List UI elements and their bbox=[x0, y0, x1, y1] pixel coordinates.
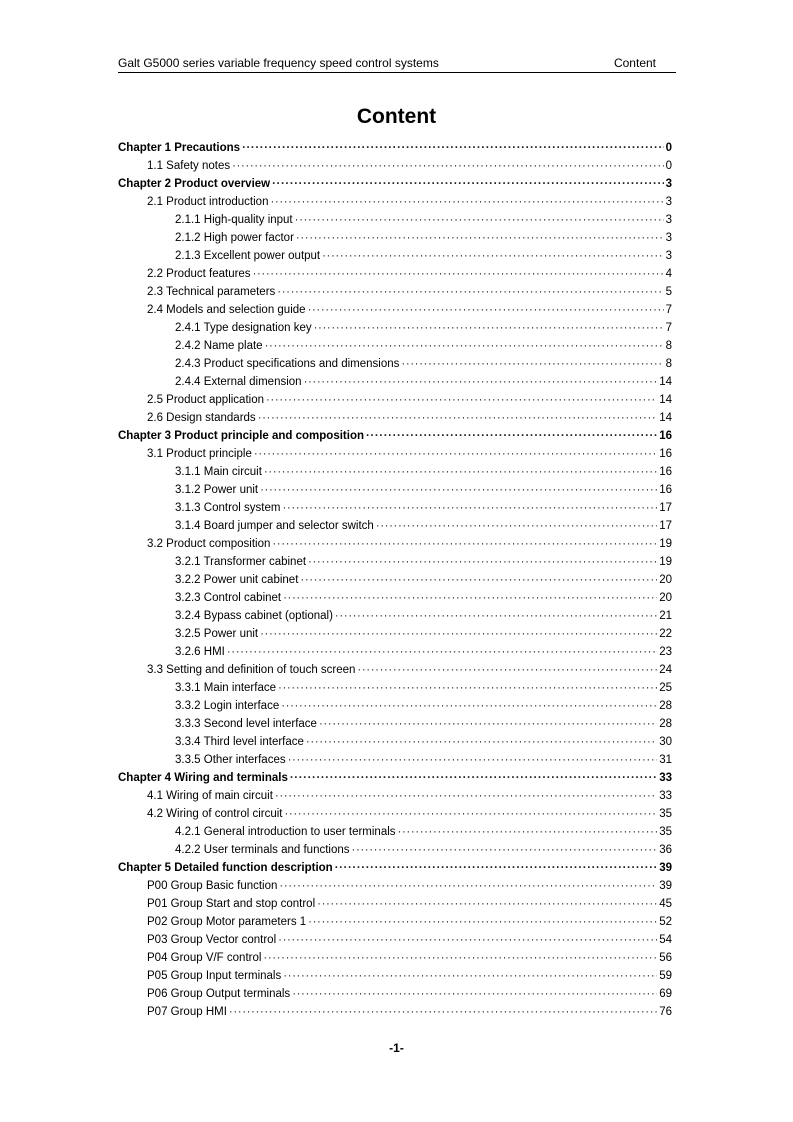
toc-entry-page: 22 bbox=[659, 628, 672, 640]
toc-entry[interactable] bbox=[118, 283, 672, 301]
toc-dot-leader bbox=[304, 373, 658, 391]
toc-entry[interactable] bbox=[118, 949, 672, 967]
toc-entry-page: 39 bbox=[659, 862, 672, 874]
toc-entry-page: 3 bbox=[665, 196, 672, 208]
toc-dot-leader bbox=[295, 211, 664, 229]
toc-entry-page: 4 bbox=[665, 268, 672, 280]
toc-entry[interactable] bbox=[118, 715, 672, 733]
toc-entry-page: 33 bbox=[659, 790, 672, 802]
toc-entry-page: 3 bbox=[665, 214, 672, 226]
toc-dot-leader bbox=[266, 391, 657, 409]
toc-entry-title: 3.2.6 HMI bbox=[175, 646, 225, 658]
toc-dot-leader bbox=[285, 805, 658, 823]
toc-entry-title: 2.1.3 Excellent power output bbox=[175, 250, 321, 262]
toc-entry-page: 20 bbox=[659, 592, 672, 604]
toc-entry-page: 25 bbox=[659, 682, 672, 694]
toc-entry-title: 3.2.2 Power unit cabinet bbox=[175, 574, 299, 586]
toc-entry-title: 4.2.2 User terminals and functions bbox=[175, 844, 350, 856]
page-number: -1- bbox=[389, 1041, 404, 1055]
toc-dot-leader bbox=[335, 859, 658, 877]
toc-entry[interactable] bbox=[118, 319, 672, 337]
toc-entry-page: 7 bbox=[665, 322, 672, 334]
toc-entry-title: 3.3.1 Main interface bbox=[175, 682, 277, 694]
toc-entry-title: 2.1.2 High power factor bbox=[175, 232, 294, 244]
toc-entry-page: 3 bbox=[665, 250, 672, 262]
toc-entry-title: 3.1 Product principle bbox=[147, 448, 252, 460]
toc-entry-title: 3.3.2 Login interface bbox=[175, 700, 280, 712]
toc-dot-leader bbox=[281, 697, 657, 715]
toc-dot-leader bbox=[279, 877, 657, 895]
toc-entry[interactable] bbox=[118, 463, 672, 481]
toc-dot-leader bbox=[227, 643, 657, 661]
toc-entry-page: 16 bbox=[659, 448, 672, 460]
toc-entry[interactable] bbox=[118, 229, 672, 247]
toc-entry-title: 3.3.4 Third level interface bbox=[175, 736, 304, 748]
toc-dot-leader bbox=[300, 571, 657, 589]
toc-entry-page: 45 bbox=[659, 898, 672, 910]
toc-entry[interactable] bbox=[118, 571, 672, 589]
toc-entry-page: 0 bbox=[665, 160, 672, 172]
toc-entry-page: 19 bbox=[659, 556, 672, 568]
toc-entry[interactable] bbox=[118, 661, 672, 679]
toc-dot-leader bbox=[317, 895, 657, 913]
toc-dot-leader bbox=[308, 913, 657, 931]
toc-entry-title: Chapter 2 Product overview bbox=[118, 178, 271, 190]
toc-entry-page: 21 bbox=[659, 610, 672, 622]
toc-entry-title: 3.2.3 Control cabinet bbox=[175, 592, 282, 604]
toc-entry-page: 59 bbox=[659, 970, 672, 982]
toc-dot-leader bbox=[278, 931, 657, 949]
page-header bbox=[118, 56, 676, 73]
table-of-contents bbox=[118, 139, 672, 1021]
toc-entry[interactable] bbox=[118, 877, 672, 895]
toc-entry[interactable] bbox=[118, 643, 672, 661]
toc-entry-title: P07 Group HMI bbox=[147, 1006, 227, 1018]
toc-entry[interactable] bbox=[118, 841, 672, 859]
toc-entry-page: 3 bbox=[665, 178, 672, 190]
toc-entry-page: 14 bbox=[659, 394, 672, 406]
toc-entry-title: 2.1 Product introduction bbox=[147, 196, 269, 208]
toc-entry-page: 76 bbox=[659, 1006, 672, 1018]
toc-entry-page: 33 bbox=[659, 772, 672, 784]
toc-entry-page: 36 bbox=[659, 844, 672, 856]
toc-entry[interactable] bbox=[118, 139, 672, 157]
toc-entry-page: 23 bbox=[659, 646, 672, 658]
toc-entry-page: 30 bbox=[659, 736, 672, 748]
toc-entry-title: 2.4.3 Product specifications and dimensions bbox=[175, 358, 400, 370]
toc-dot-leader bbox=[366, 427, 657, 445]
toc-entry[interactable] bbox=[118, 769, 672, 787]
toc-entry-title: 3.2.5 Power unit bbox=[175, 628, 259, 640]
toc-entry-page: 5 bbox=[665, 286, 672, 298]
toc-entry-page: 19 bbox=[659, 538, 672, 550]
toc-entry-title: 2.2 Product features bbox=[147, 268, 251, 280]
toc-entry[interactable] bbox=[118, 733, 672, 751]
toc-entry-page: 17 bbox=[659, 502, 672, 514]
toc-entry[interactable] bbox=[118, 751, 672, 769]
toc-entry-page: 52 bbox=[659, 916, 672, 928]
toc-entry-title: 1.1 Safety notes bbox=[147, 160, 231, 172]
toc-entry-page: 7 bbox=[665, 304, 672, 316]
toc-dot-leader bbox=[264, 463, 657, 481]
toc-entry[interactable] bbox=[118, 679, 672, 697]
toc-entry[interactable] bbox=[118, 373, 672, 391]
toc-entry-page: 31 bbox=[659, 754, 672, 766]
toc-dot-leader bbox=[277, 283, 663, 301]
toc-entry[interactable] bbox=[118, 697, 672, 715]
toc-entry[interactable] bbox=[118, 193, 672, 211]
toc-entry-title: 3.1.2 Power unit bbox=[175, 484, 259, 496]
toc-entry-title: 2.4 Models and selection guide bbox=[147, 304, 306, 316]
toc-entry-title: P00 Group Basic function bbox=[147, 880, 278, 892]
toc-dot-leader bbox=[306, 733, 657, 751]
toc-entry-title: 3.1.3 Control system bbox=[175, 502, 281, 514]
toc-dot-leader bbox=[283, 967, 657, 985]
toc-entry-page: 0 bbox=[665, 142, 672, 154]
toc-entry[interactable] bbox=[118, 625, 672, 643]
toc-entry-page: 20 bbox=[659, 574, 672, 586]
toc-dot-leader bbox=[308, 553, 657, 571]
toc-entry[interactable] bbox=[118, 607, 672, 625]
toc-dot-leader bbox=[282, 499, 657, 517]
toc-entry-title: 2.5 Product application bbox=[147, 394, 264, 406]
toc-entry-page: 28 bbox=[659, 718, 672, 730]
toc-dot-leader bbox=[278, 679, 657, 697]
toc-entry-title: 2.1.1 High-quality input bbox=[175, 214, 293, 226]
toc-dot-leader bbox=[260, 481, 657, 499]
toc-entry-page: 3 bbox=[665, 232, 672, 244]
toc-entry-title: P06 Group Output terminals bbox=[147, 988, 291, 1000]
toc-entry-title: P04 Group V/F control bbox=[147, 952, 262, 964]
toc-entry[interactable] bbox=[118, 1003, 672, 1021]
toc-entry-page: 24 bbox=[659, 664, 672, 676]
toc-dot-leader bbox=[352, 841, 658, 859]
toc-entry-page: 16 bbox=[659, 430, 672, 442]
toc-dot-leader bbox=[254, 445, 657, 463]
toc-entry-title: 3.2 Product composition bbox=[147, 538, 271, 550]
toc-entry-title: P01 Group Start and stop control bbox=[147, 898, 316, 910]
toc-entry-title: 3.1.1 Main circuit bbox=[175, 466, 262, 478]
toc-entry-title: Chapter 5 Detailed function description bbox=[118, 862, 333, 874]
toc-dot-leader bbox=[229, 1003, 657, 1021]
toc-dot-leader bbox=[275, 787, 657, 805]
toc-entry-page: 16 bbox=[659, 466, 672, 478]
toc-entry[interactable] bbox=[118, 481, 672, 499]
toc-entry-page: 17 bbox=[659, 520, 672, 532]
toc-entry[interactable] bbox=[118, 265, 672, 283]
toc-dot-leader bbox=[335, 607, 657, 625]
toc-entry-page: 39 bbox=[659, 880, 672, 892]
toc-dot-leader bbox=[357, 661, 657, 679]
toc-entry[interactable] bbox=[118, 805, 672, 823]
toc-entry-page: 8 bbox=[665, 340, 672, 352]
toc-dot-leader bbox=[260, 625, 657, 643]
toc-entry[interactable] bbox=[118, 517, 672, 535]
toc-entry-page: 69 bbox=[659, 988, 672, 1000]
toc-entry-title: 3.2.4 Bypass cabinet (optional) bbox=[175, 610, 333, 622]
toc-entry-title: 4.2.1 General introduction to user terminals bbox=[175, 826, 396, 838]
toc-entry-page: 8 bbox=[665, 358, 672, 370]
toc-dot-leader bbox=[270, 193, 663, 211]
toc-entry[interactable] bbox=[118, 445, 672, 463]
toc-entry[interactable] bbox=[118, 355, 672, 373]
toc-entry-title: 3.2.1 Transformer cabinet bbox=[175, 556, 307, 568]
toc-entry[interactable] bbox=[118, 823, 672, 841]
toc-dot-leader bbox=[263, 949, 657, 967]
toc-entry[interactable] bbox=[118, 301, 672, 319]
toc-dot-leader bbox=[253, 265, 664, 283]
toc-entry-page: 14 bbox=[659, 376, 672, 388]
toc-entry[interactable] bbox=[118, 859, 672, 877]
toc-entry[interactable] bbox=[118, 985, 672, 1003]
toc-entry-page: 35 bbox=[659, 826, 672, 838]
toc-entry-page: 28 bbox=[659, 700, 672, 712]
toc-entry[interactable] bbox=[118, 913, 672, 931]
toc-entry[interactable] bbox=[118, 589, 672, 607]
toc-dot-leader bbox=[283, 589, 657, 607]
toc-entry-page: 16 bbox=[659, 484, 672, 496]
toc-entry-title: 4.1 Wiring of main circuit bbox=[147, 790, 273, 802]
toc-dot-leader bbox=[398, 823, 658, 841]
toc-entry[interactable] bbox=[118, 535, 672, 553]
toc-entry[interactable] bbox=[118, 427, 672, 445]
toc-entry-title: 2.6 Design standards bbox=[147, 412, 256, 424]
toc-entry[interactable] bbox=[118, 247, 672, 265]
toc-entry[interactable] bbox=[118, 409, 672, 427]
toc-entry[interactable] bbox=[118, 499, 672, 517]
toc-entry[interactable] bbox=[118, 175, 672, 193]
toc-entry-title: 2.4.2 Name plate bbox=[175, 340, 263, 352]
toc-dot-leader bbox=[319, 715, 657, 733]
toc-entry-title: Chapter 1 Precautions bbox=[118, 142, 241, 154]
toc-entry-title: Chapter 4 Wiring and terminals bbox=[118, 772, 288, 784]
toc-entry-title: 2.3 Technical parameters bbox=[147, 286, 276, 298]
toc-dot-leader bbox=[290, 769, 657, 787]
toc-entry-title: 3.3.3 Second level interface bbox=[175, 718, 317, 730]
toc-entry-title: 3.3 Setting and definition of touch screen bbox=[147, 664, 356, 676]
toc-dot-leader bbox=[292, 985, 657, 1003]
toc-entry[interactable] bbox=[118, 391, 672, 409]
toc-dot-leader bbox=[232, 157, 663, 175]
toc-entry-title: 2.4.4 External dimension bbox=[175, 376, 302, 388]
toc-entry-page: 54 bbox=[659, 934, 672, 946]
toc-entry-title: P05 Group Input terminals bbox=[147, 970, 282, 982]
toc-dot-leader bbox=[314, 319, 664, 337]
toc-entry[interactable] bbox=[118, 553, 672, 571]
toc-dot-leader bbox=[296, 229, 664, 247]
toc-dot-leader bbox=[322, 247, 663, 265]
toc-dot-leader bbox=[272, 535, 657, 553]
toc-entry-page: 35 bbox=[659, 808, 672, 820]
toc-entry-page: 14 bbox=[659, 412, 672, 424]
toc-entry-title: 3.1.4 Board jumper and selector switch bbox=[175, 520, 374, 532]
toc-entry[interactable] bbox=[118, 967, 672, 985]
header-document-title: Galt G5000 series variable frequency speed control systems bbox=[118, 56, 439, 70]
toc-dot-leader bbox=[265, 337, 664, 355]
page-title: Content bbox=[356, 105, 437, 128]
toc-dot-leader bbox=[288, 751, 658, 769]
toc-dot-leader bbox=[272, 175, 663, 193]
toc-entry-title: P02 Group Motor parameters 1 bbox=[147, 916, 307, 928]
toc-dot-leader bbox=[258, 409, 658, 427]
toc-entry-title: Chapter 3 Product principle and composition bbox=[118, 430, 364, 442]
toc-entry-title: P03 Group Vector control bbox=[147, 934, 277, 946]
toc-entry-title: 3.3.5 Other interfaces bbox=[175, 754, 286, 766]
toc-dot-leader bbox=[242, 139, 664, 157]
toc-entry[interactable] bbox=[118, 211, 672, 229]
toc-entry[interactable] bbox=[118, 931, 672, 949]
toc-entry-page: 56 bbox=[659, 952, 672, 964]
toc-dot-leader bbox=[308, 301, 664, 319]
toc-entry[interactable] bbox=[118, 337, 672, 355]
toc-dot-leader bbox=[401, 355, 663, 373]
toc-entry[interactable] bbox=[118, 787, 672, 805]
toc-entry-title: 4.2 Wiring of control circuit bbox=[147, 808, 283, 820]
header-section-name: Content bbox=[613, 56, 656, 70]
toc-entry-title: 2.4.1 Type designation key bbox=[175, 322, 312, 334]
toc-entry[interactable] bbox=[118, 157, 672, 175]
toc-dot-leader bbox=[376, 517, 657, 535]
toc-entry[interactable] bbox=[118, 895, 672, 913]
